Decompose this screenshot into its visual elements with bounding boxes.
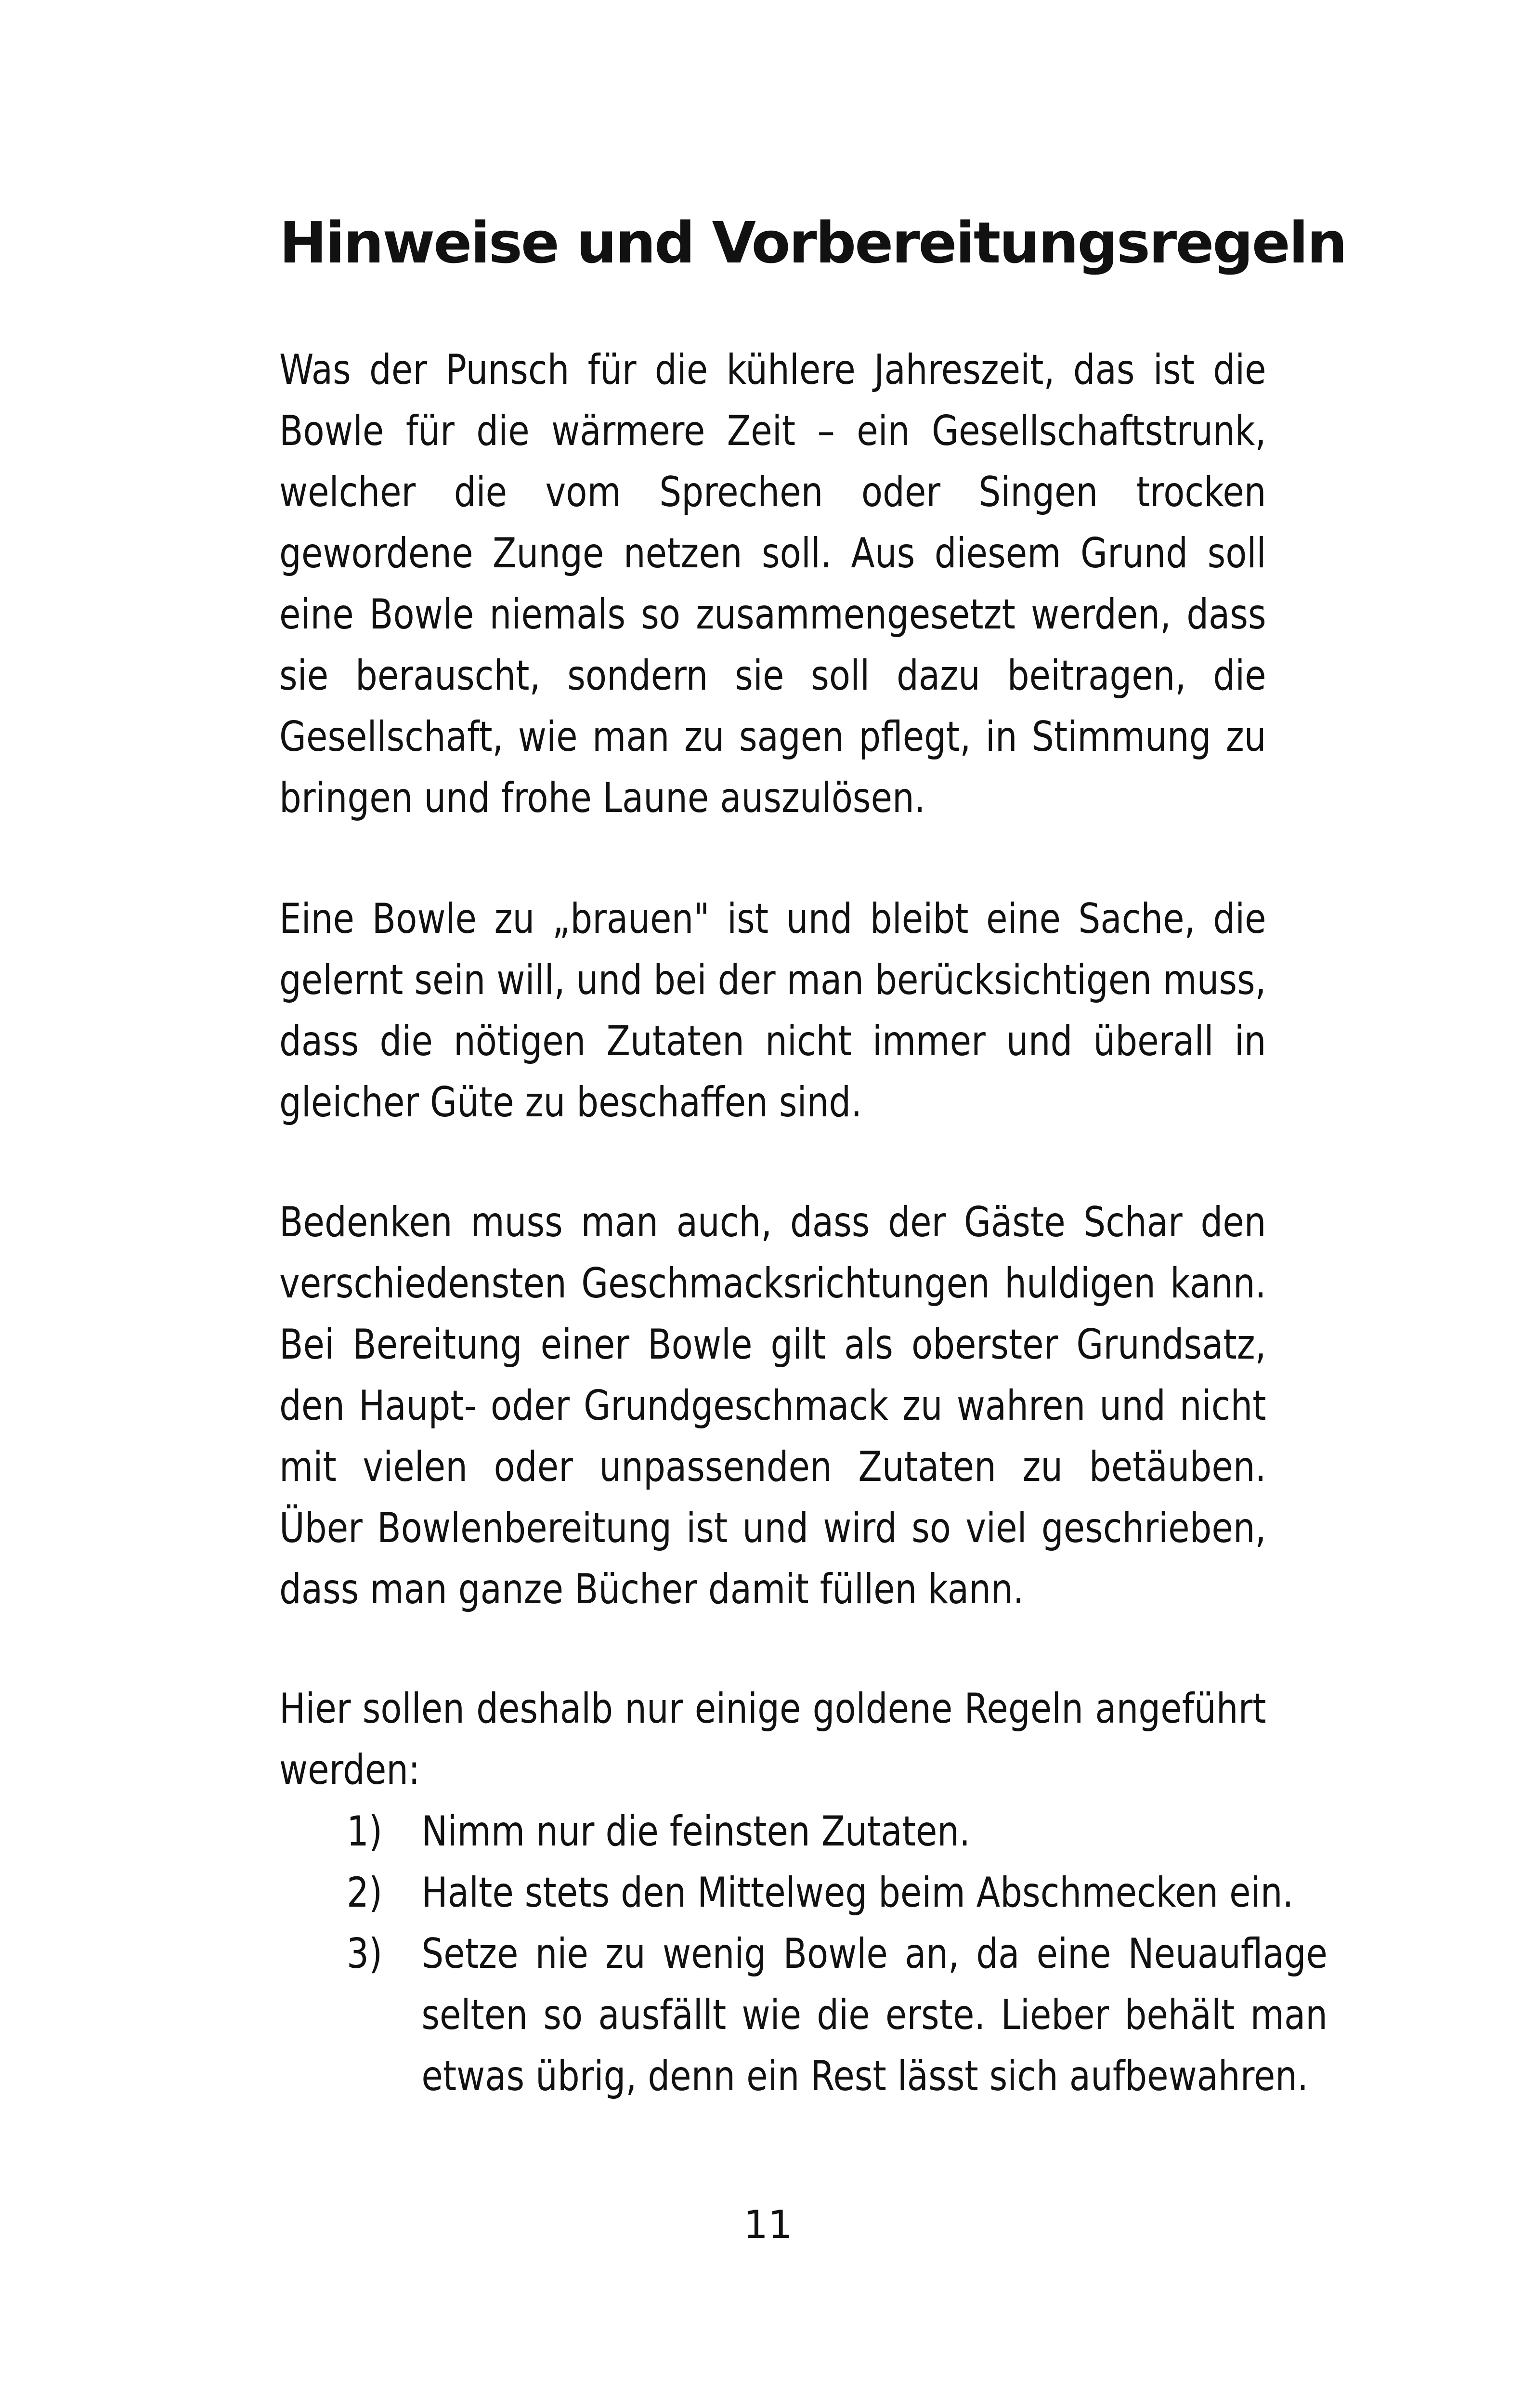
list-item-text: Setze nie zu wenig Bowle an, da eine Neuauflage selten so ausfällt wie die erste. Lieber behält man etwas übrig, denn ein Rest lässt sich aufbewahren.: [421, 1930, 1328, 2100]
list-item-number: 2): [347, 1869, 383, 1917]
list-item-text: Halte stets den Mittelweg beim Abschmecken ein.: [421, 1869, 1294, 1917]
paragraph-goldene-regeln-intro: Hier sollen deshalb nur einige goldene Regeln angeführt werden:: [279, 1685, 1266, 1794]
list-item: [347, 1801, 1328, 1862]
paragraph-geschmack: Bedenken muss man auch, dass der Gäste Schar den verschiedensten Geschmacksrichtungen huldigen kann. Bei Bereitung einer Bowle gilt als oberster Grundsatz, den Haupt- oder Grundgeschmack zu wahren und nicht mit vielen oder unpassenden Zutaten zu betäuben. Über Bowlenbereitung ist und wird so viel geschrieben, dass man ganze Bücher damit füllen kann.: [279, 1198, 1266, 1613]
list-item: [347, 1924, 1328, 2107]
paragraph-punsch-bowle: Was der Punsch für die kühlere Jahreszeit, das ist die Bowle für die wärmere Zeit – ein Gesellschaftstrunk, welcher die vom Sprechen oder Singen trocken gewordene Zunge netzen soll. Aus diesem Grund soll eine Bowle niemals so zusammengesetzt werden, dass sie berauscht, sondern sie soll dazu beitragen, die Gesellschaft, wie man zu sagen pflegt, in Stimmung zu bringen und frohe Laune auszulösen.: [279, 346, 1266, 822]
list-item-text: Nimm nur die feinsten Zutaten.: [421, 1807, 971, 1856]
list-item-number: 1): [347, 1807, 383, 1856]
paragraph-bowle-brauen: Eine Bowle zu „brauen" ist und bleibt eine Sache, die gelernt sein will, und bei der man berücksichtigen muss, dass die nötigen Zutaten nicht immer und überall in gleicher Güte zu beschaffen sind.: [279, 895, 1266, 1126]
page-heading: Hinweise und Vorbereitungsregeln: [279, 209, 1346, 276]
page-number: 11: [743, 2202, 793, 2247]
list-item: [347, 1862, 1328, 1924]
list-item-number: 3): [347, 1930, 383, 1978]
golden-rules-list: [347, 1801, 1328, 2107]
